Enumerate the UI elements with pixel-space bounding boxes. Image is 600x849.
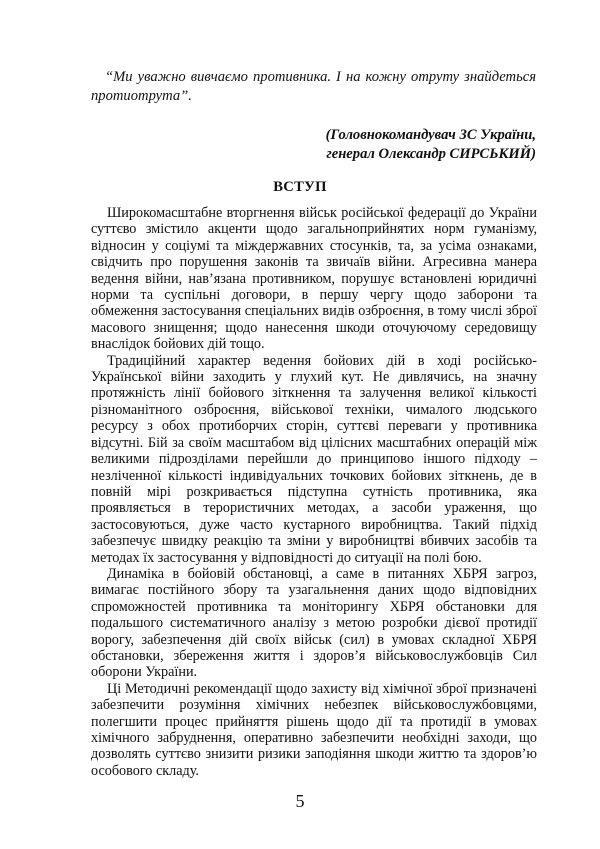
epigraph-quote: “Ми уважно вивчаємо противника. І на кожну отруту знайдеться протиотрута”. — [91, 69, 536, 104]
page-number: 5 — [295, 791, 305, 811]
epigraph-attribution — [216, 126, 536, 164]
body-text — [91, 205, 537, 779]
attribution-line-1: (Головнокомандувач ЗС України, — [325, 127, 536, 143]
attribution-line-2: генерал Олександр СИРСЬКИЙ) — [326, 146, 536, 162]
paragraph-4: Ці Методичні рекомендації щодо захисту від хімічної зброї призначені забезпечити розуміння хімічних небезпек військовослужбовцями, полегшити процес прийняття рішень щодо дії та протидії в умовах хімічного забруднення, оперативно забезпечити необхідні заходи, що дозволять суттєво знизити ризики заподіяння шкоди життю та здоров’ю особового складу. — [91, 680, 537, 779]
section-heading: ВСТУП — [273, 179, 327, 195]
paragraph-1: Широкомасштабне вторгнення військ російської федерації до України суттєво змістило акценти щодо загальноприйнятих норм гуманізму, відносин у соціумі та міждержавних стосунків, та, за усіма ознаками, свідчить про порушення законів та звичаїв війни. Агресивна манера ведення війни, нав’язана противником, порушує встановлені юридичні норми та суспільні договори, в першу чергу щодо заборони та обмеження застосування спеціальних видів озброєння, в тому числі зброї масового знищення; щодо нанесення шкоди оточуючому середовищу внаслідок бойових дій тощо. — [91, 205, 537, 353]
paragraph-3: Динаміка в бойовій обстановці, а саме в питаннях ХБРЯ загроз, вимагає постійного збору та узагальнення даних щодо відповідних спроможностей противника та моніторингу ХБРЯ обстановки для подальшого систематичного аналізу з метою розробки дієвої протидії ворогу, забезпечення дій своїх військ (сил) в умовах складної ХБРЯ обстановки, збереження життя і здоров’я військовослужбовців Сил оборони України. — [91, 565, 537, 681]
paragraph-2: Традиційний характер ведення бойових дій в ході російсько-Української війни заходить у глухий кут. Не дивлячись, на значну протяжність лінії бойового зіткнення та залучення великої кількості різноманітного озброєння, військової техніки, чималого людського ресурсу з обох протиборчих сторін, суттєві переваги у противника відсутні. Бій за своїм масштабом від цілісних масштабних операцій між великими підрозділами перейшли до принципово іншого підходу – незліченної кількості індивідуальних точкових бойових зіткнень, де в повній мірі розкривається підступна сутність противника, яка проявляється в терористичних методах, а засоби ураження, що застосовуються, дуже часто кустарного виробництва. Такий підхід забезпечує швидку реакцію та зміни у виробництві вбивчих засобів та методах їх застосування у відповідності до ситуації на полі бою. — [91, 352, 537, 566]
